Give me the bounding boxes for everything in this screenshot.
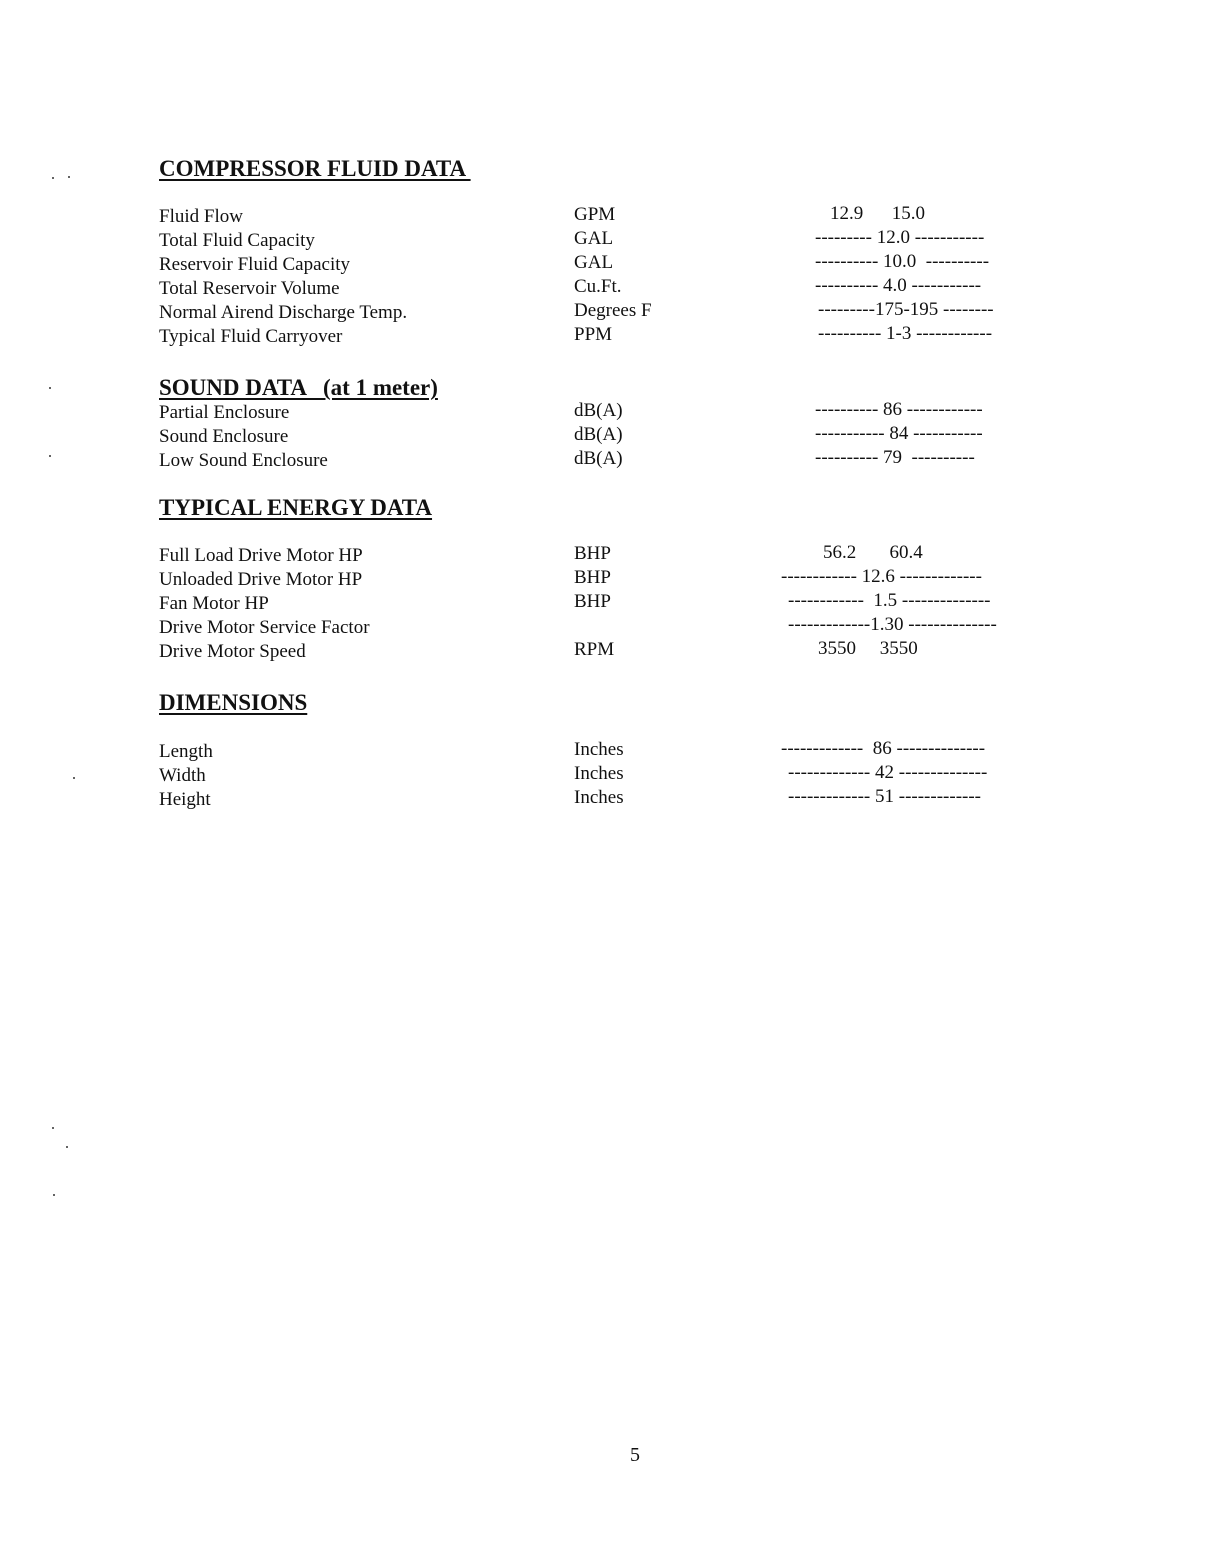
spec-unit: Inches (574, 763, 624, 784)
spec-value: ---------- 79 ---------- (815, 447, 975, 468)
spec-row (159, 616, 1059, 640)
spec-label: Drive Motor Service Factor (159, 617, 370, 638)
scan-speck (52, 1127, 54, 1129)
spec-value: 12.9 15.0 (830, 203, 925, 224)
spec-unit: dB(A) (574, 448, 623, 469)
spec-row (159, 640, 1059, 664)
spec-label: Unloaded Drive Motor HP (159, 569, 363, 590)
section-heading: DIMENSIONS (159, 690, 308, 715)
spec-unit: Inches (574, 787, 624, 808)
spec-unit: dB(A) (574, 400, 623, 421)
spec-label: Full Load Drive Motor HP (159, 545, 363, 566)
spec-label: Low Sound Enclosure (159, 450, 328, 471)
spec-label: Total Fluid Capacity (159, 230, 315, 251)
spec-label: Drive Motor Speed (159, 641, 306, 662)
spec-label: Fluid Flow (159, 206, 243, 227)
spec-unit: Cu.Ft. (574, 276, 622, 297)
spec-row (159, 788, 1059, 812)
spec-value: 56.2 60.4 (823, 542, 923, 563)
spec-label: Normal Airend Discharge Temp. (159, 302, 408, 323)
spec-unit: BHP (574, 591, 611, 612)
spec-unit: BHP (574, 543, 611, 564)
spec-label: Width (159, 765, 206, 786)
spec-row (159, 449, 1059, 473)
spec-unit: BHP (574, 567, 611, 588)
spec-value: --------- 12.0 ----------- (815, 227, 985, 248)
spec-value: ----------- 84 ----------- (815, 423, 983, 444)
section-sound-data (159, 375, 1059, 473)
spec-value: ------------- 86 -------------- (781, 738, 986, 759)
section-heading: TYPICAL ENERGY DATA (159, 495, 433, 520)
spec-label: Total Reservoir Volume (159, 278, 340, 299)
spec-unit: RPM (574, 639, 615, 660)
spec-row (159, 325, 1059, 349)
spec-unit: GAL (574, 228, 614, 249)
spec-label: Reservoir Fluid Capacity (159, 254, 351, 275)
section-compressor-fluid-data (159, 156, 1059, 349)
spec-value: ---------- 10.0 ---------- (815, 251, 990, 272)
spec-unit: GPM (574, 204, 616, 225)
scan-speck (73, 777, 75, 779)
spec-value: ------------- 51 ------------- (788, 786, 982, 807)
spec-value: 3550 3550 (818, 638, 918, 659)
spec-value: ------------- 42 -------------- (788, 762, 988, 783)
section-dimensions (159, 690, 1059, 812)
spec-unit: dB(A) (574, 424, 623, 445)
scan-speck (52, 177, 54, 179)
spec-label: Height (159, 789, 211, 810)
spec-unit: Degrees F (574, 300, 652, 321)
spec-value: ---------- 1-3 ------------ (818, 323, 993, 344)
spec-unit: GAL (574, 252, 614, 273)
spec-value: ---------- 4.0 ----------- (815, 275, 982, 296)
section-heading: COMPRESSOR FLUID DATA (159, 156, 471, 181)
scan-speck (49, 455, 51, 457)
spec-value: ------------ 12.6 ------------- (781, 566, 982, 587)
spec-unit: Inches (574, 739, 624, 760)
spec-value: ------------ 1.5 -------------- (788, 590, 991, 611)
spec-value: ---------175-195 -------- (818, 299, 994, 320)
spec-label: Length (159, 741, 213, 762)
spec-label: Sound Enclosure (159, 426, 289, 447)
scan-speck (66, 1146, 68, 1148)
spec-label: Typical Fluid Carryover (159, 326, 343, 347)
scan-speck (53, 1194, 55, 1196)
spec-unit: PPM (574, 324, 613, 345)
spec-value: -------------1.30 -------------- (788, 614, 997, 635)
page-number: 5 (630, 1444, 640, 1466)
scan-speck (68, 176, 70, 178)
section-heading: SOUND DATA (at 1 meter) (159, 375, 438, 400)
spec-value: ---------- 86 ------------ (815, 399, 983, 420)
spec-label: Fan Motor HP (159, 593, 269, 614)
spec-label: Partial Enclosure (159, 402, 290, 423)
section-typical-energy-data (159, 495, 1059, 664)
scan-speck (49, 387, 51, 389)
